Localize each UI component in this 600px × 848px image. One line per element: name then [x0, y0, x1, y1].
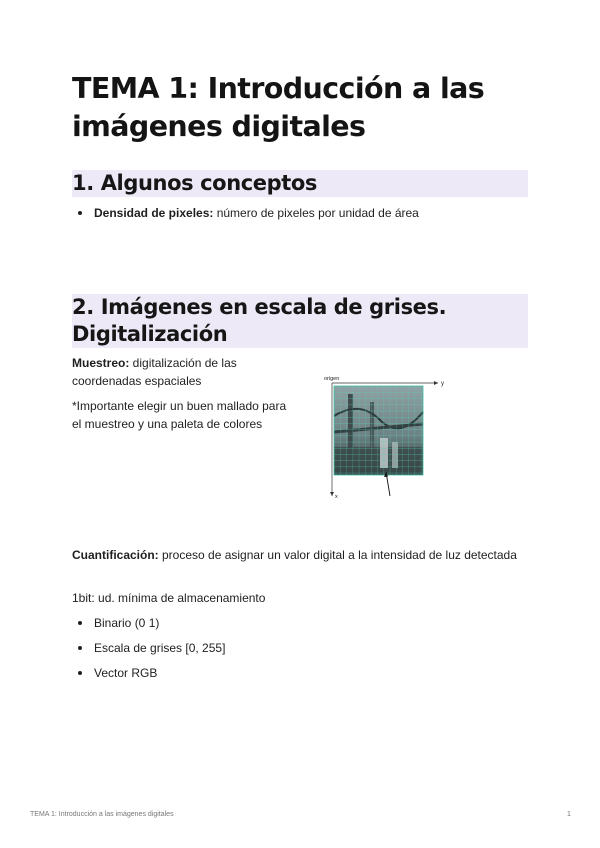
y-label: y [441, 381, 444, 387]
footer-title: TEMA 1: Introducción a las imágenes digitales [30, 811, 174, 818]
x-axis-arrow-icon [330, 492, 334, 496]
term-cuantificacion: Cuantificación: [72, 548, 159, 562]
muestreo-paragraph [72, 354, 287, 390]
term-muestreo: Muestreo: [72, 356, 130, 370]
definition-muestreo: digitalización de las coordenadas espaciales [72, 356, 237, 388]
bit-paragraph: 1bit: ud. mínima de almacenamiento [72, 591, 266, 605]
definition-cuantificacion: proceso de asignar un valor digital a la intensidad de luz detectada [158, 548, 517, 562]
cuantificacion-paragraph [72, 546, 528, 564]
sampling-grid [334, 386, 423, 475]
origin-label: origen [324, 376, 340, 382]
sampling-grid-figure [320, 372, 456, 502]
term-densidad: Densidad de pixeles: [94, 206, 214, 220]
section-heading-conceptos: 1. Algunos conceptos [72, 170, 528, 197]
section-heading-escala-grises: 2. Imágenes en escala de grises. Digitalización [72, 294, 528, 348]
page-number: 1 [567, 811, 571, 818]
page-title: TEMA 1: Introducción a las imágenes digitales [72, 72, 485, 143]
note-paragraph: *Importante elegir un buen mallado para el muestreo y una paleta de colores [72, 399, 287, 431]
x-label: x [335, 494, 338, 500]
y-axis-arrow-icon [434, 381, 438, 385]
definition-densidad: número de pixeles por unidad de área [213, 206, 419, 220]
